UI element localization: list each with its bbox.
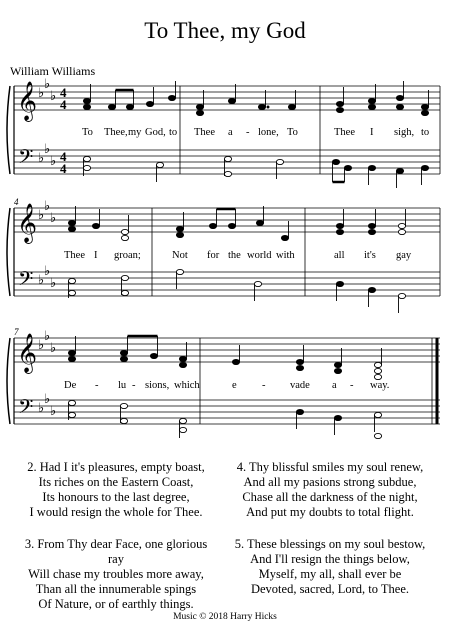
svg-text:4: 4 <box>60 85 67 100</box>
svg-text:way.: way. <box>370 380 390 391</box>
lyrics-system-2 <box>64 250 412 261</box>
svg-text:which: which <box>174 380 200 391</box>
notes-system-3 <box>68 336 381 380</box>
key-signature-flat-icon <box>38 329 56 419</box>
verse-2 <box>16 460 216 520</box>
measure-number: 4 <box>14 197 19 207</box>
svg-text:-: - <box>262 380 266 391</box>
bass-clef-icon: 𝄢 <box>18 395 34 423</box>
svg-text:lu: lu <box>118 380 127 391</box>
svg-text:for: for <box>207 250 220 261</box>
svg-text:-: - <box>350 380 354 391</box>
svg-text:the: the <box>228 250 241 261</box>
verse-line: And all my pasions strong subdue, <box>243 475 417 489</box>
svg-text:groan;: groan; <box>114 250 141 261</box>
verse-5 <box>230 537 430 597</box>
svg-text:world: world <box>247 250 272 261</box>
svg-text:I: I <box>94 250 98 261</box>
svg-text:-: - <box>246 127 250 138</box>
svg-text:To: To <box>287 127 298 138</box>
svg-text:♭: ♭ <box>44 142 51 157</box>
svg-text:Thee,: Thee, <box>104 127 128 138</box>
verse-line: Devoted, sacred, Lord, to Thee. <box>250 582 410 596</box>
svg-text:Thee: Thee <box>334 127 355 138</box>
svg-text:Thee: Thee <box>194 127 215 138</box>
svg-text:♭: ♭ <box>50 154 57 169</box>
lyrics-system-3 <box>64 380 389 391</box>
svg-text:I: I <box>370 127 374 138</box>
svg-text:♭: ♭ <box>44 77 51 92</box>
svg-text:to: to <box>421 127 430 138</box>
svg-text:De: De <box>64 380 77 391</box>
svg-text:all: all <box>334 250 345 261</box>
verse-line: And I'll resign the things below, <box>250 552 410 566</box>
key-signature-flat-icon <box>38 77 56 169</box>
svg-text:sigh,: sigh, <box>394 127 415 138</box>
lyrics-system-1 <box>82 127 429 138</box>
svg-text:Not: Not <box>172 250 188 261</box>
bass-notes-system-1 <box>83 156 428 188</box>
verse-line: Of Nature, or of earthly things. <box>38 597 194 611</box>
svg-text:♭: ♭ <box>44 264 51 279</box>
svg-text:a: a <box>332 380 337 391</box>
svg-text:4: 4 <box>60 161 67 176</box>
verse-line: Will chase my troubles more away, <box>28 567 204 581</box>
svg-text:♭: ♭ <box>44 199 51 214</box>
notes-system-2 <box>68 206 405 241</box>
svg-text:♭: ♭ <box>50 404 57 419</box>
svg-text:♭: ♭ <box>38 338 45 353</box>
verse-line: 5. These blessings on my soul bestow, <box>234 537 426 551</box>
svg-text:4: 4 <box>60 149 67 164</box>
verse-line: I would resign the whole for Thee. <box>29 505 203 519</box>
svg-text:♭: ♭ <box>50 211 57 226</box>
svg-text:♭: ♭ <box>38 273 45 288</box>
svg-text:lone,: lone, <box>258 127 279 138</box>
svg-text:♭: ♭ <box>38 151 45 166</box>
svg-text:♭: ♭ <box>50 341 57 356</box>
page-title: To Thee, my God <box>144 18 306 43</box>
verse-line: Its riches on the Eastern Coast, <box>38 475 194 489</box>
verse-line: Myself, my all, shall ever be <box>258 567 402 581</box>
svg-text:sions,: sions, <box>145 380 170 391</box>
treble-staff-1 <box>14 86 440 110</box>
verse-line: 2. Had I it's pleasures, empty boast, <box>27 460 205 474</box>
svg-text:♭: ♭ <box>38 401 45 416</box>
verse-4 <box>230 460 430 520</box>
time-signature <box>60 85 67 176</box>
svg-text:Thee: Thee <box>64 250 85 261</box>
copyright-footer: Music © 2018 Harry Hicks <box>173 612 277 622</box>
svg-text:♭: ♭ <box>50 89 57 104</box>
treble-clef-icon: 𝄞 <box>17 203 38 243</box>
svg-text:♭: ♭ <box>44 329 51 344</box>
bass-clef-icon: 𝄢 <box>18 145 34 173</box>
svg-text:-: - <box>95 380 99 391</box>
verse-line: Its honours to the last degree, <box>42 490 190 504</box>
verse-line: Chase all the darkness of the night, <box>242 490 418 504</box>
svg-text:4: 4 <box>60 97 67 112</box>
verse-line: 4. Thy blissful smiles my soul renew, <box>236 460 424 474</box>
treble-clef-icon: 𝄞 <box>17 81 38 121</box>
svg-text:♭: ♭ <box>38 208 45 223</box>
svg-text:-: - <box>132 380 136 391</box>
svg-text:♭: ♭ <box>38 86 45 101</box>
svg-text:to: to <box>169 127 178 138</box>
treble-clef-icon: 𝄞 <box>17 333 38 373</box>
verse-line: 3. From Thy dear Face, one glorious ray <box>24 537 208 566</box>
key-signature-flat-icon <box>38 199 56 291</box>
svg-text:e: e <box>232 380 237 391</box>
svg-text:♭: ♭ <box>44 392 51 407</box>
svg-text:God,: God, <box>145 127 166 138</box>
svg-text:it's: it's <box>364 250 376 261</box>
composer-credit: William Williams <box>10 64 96 78</box>
bass-notes-system-2 <box>68 269 405 313</box>
verse-line: And put my doubts to total flight. <box>246 505 414 519</box>
svg-text:To: To <box>82 127 93 138</box>
bass-staff-1 <box>14 150 440 174</box>
measure-number: 7 <box>14 327 19 337</box>
svg-text:my: my <box>128 127 142 138</box>
verse-line: Than all the innumerable spings <box>35 582 197 596</box>
svg-text:a: a <box>228 127 233 138</box>
svg-text:♭: ♭ <box>50 276 57 291</box>
svg-text:with: with <box>276 250 295 261</box>
svg-text:vade: vade <box>290 380 310 391</box>
svg-text:gay: gay <box>396 250 412 261</box>
verse-3 <box>16 537 216 612</box>
bass-clef-icon: 𝄢 <box>18 267 34 295</box>
